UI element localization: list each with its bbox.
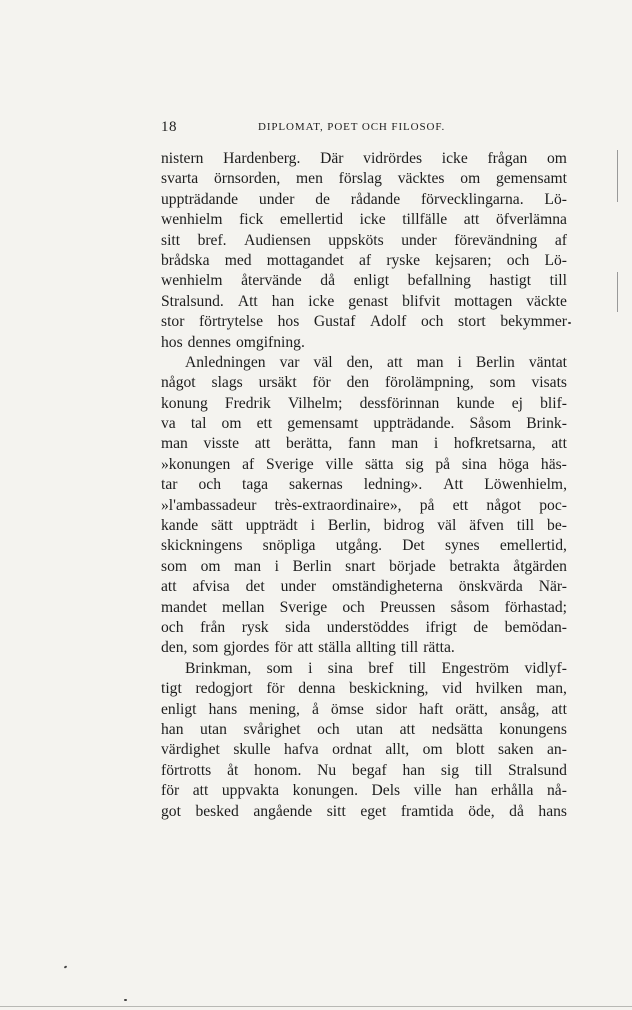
scan-edge-mark — [617, 150, 618, 202]
text-line: tar och taga sakernas ledning». Att Löwenhielm, — [161, 476, 567, 494]
text-line: enligt hans mening, å ömse sidor haft orätt, ansåg, att — [161, 700, 567, 718]
text-line: som om man i Berlin snart började betrakta åtgärden — [161, 557, 567, 575]
scan-bottom-edge — [0, 1006, 632, 1007]
scan-speck — [64, 965, 68, 968]
text-line: brådska med mottagandet af ryske kejsaren; och Lö- — [161, 251, 567, 269]
text-line: »konungen af Sverige ville sätta sig på sina höga häs- — [161, 455, 567, 473]
text-line: va tal om ett gemensamt uppträdande. Såsom Brink- — [161, 415, 567, 433]
text-line: »l'ambassadeur très-extraordinaire», på ett något poc- — [161, 496, 567, 514]
text-line: för att uppvakta konungen. Dels ville han erhålla nå- — [161, 782, 567, 800]
text-line: förtrotts åt honom. Nu begaf han sig till Stralsund — [161, 761, 567, 779]
page-number: 18 — [161, 119, 177, 135]
text-line: och från rysk sida understöddes ifrigt de bemödan- — [161, 618, 567, 636]
running-title: DIPLOMAT, POET OCH FILOSOF. — [258, 121, 446, 133]
text-line: Anledningen var väl den, att man i Berlin väntat — [185, 353, 567, 371]
text-line: man visste att berätta, fann man i hofkretsarna, att — [161, 435, 567, 453]
text-line: Stralsund. Att han icke genast blifvit mottagen väckte — [161, 292, 567, 310]
scan-speck — [124, 999, 127, 1001]
text-line: svarta örnsorden, men förslag väcktes om gemensamt — [161, 170, 567, 188]
text-line: nistern Hardenberg. Där vidrördes icke frågan om — [161, 150, 567, 167]
body-text — [161, 149, 567, 822]
text-line: stor förtrytelse hos Gustaf Adolf och stort bekymmer — [161, 313, 567, 331]
text-line: wenhielm fick emellertid icke tillfälle att öfverlämna — [161, 211, 567, 229]
text-line: något slags ursäkt för den förolämpning, som visats — [161, 374, 567, 392]
text-line: värdighet skulle hafva ordnat allt, om blott saken an- — [161, 741, 567, 759]
text-line: skickningens snöpliga utgång. Det synes emellertid, — [161, 537, 567, 555]
text-line: den, som gjordes för att ställa allting till rätta. — [161, 639, 455, 657]
scan-edge-mark — [617, 272, 618, 312]
text-line: kande sätt uppträdt i Berlin, bidrog väl äfven till be- — [161, 517, 567, 535]
text-line: hos dennes omgifning. — [161, 333, 305, 351]
scan-speck — [568, 322, 571, 324]
text-line: att afvisa det under omständigheterna önskvärda När- — [161, 578, 567, 596]
text-line: got besked angående sitt eget framtida öde, då hans — [161, 802, 567, 820]
text-line: mandet mellan Sverige och Preussen såsom förhastad; — [161, 598, 567, 616]
text-line: uppträdande under de rådande förvecklingarna. Lö- — [161, 190, 567, 208]
text-line: konung Fredrik Vilhelm; dessförinnan kunde ej blif- — [161, 394, 567, 412]
text-line: wenhielm återvände då enligt befallning hastigt till — [161, 272, 567, 290]
text-line: han utan svårighet och utan att nedsätta konungens — [161, 720, 567, 738]
text-line: sitt bref. Audiensen uppsköts under förevändning af — [161, 231, 567, 249]
page-header — [161, 119, 570, 137]
text-line: tigt redogjort för denna beskickning, vid hvilken man, — [161, 680, 567, 698]
text-line: Brinkman, som i sina bref till Engeström vidlyf- — [185, 659, 567, 677]
